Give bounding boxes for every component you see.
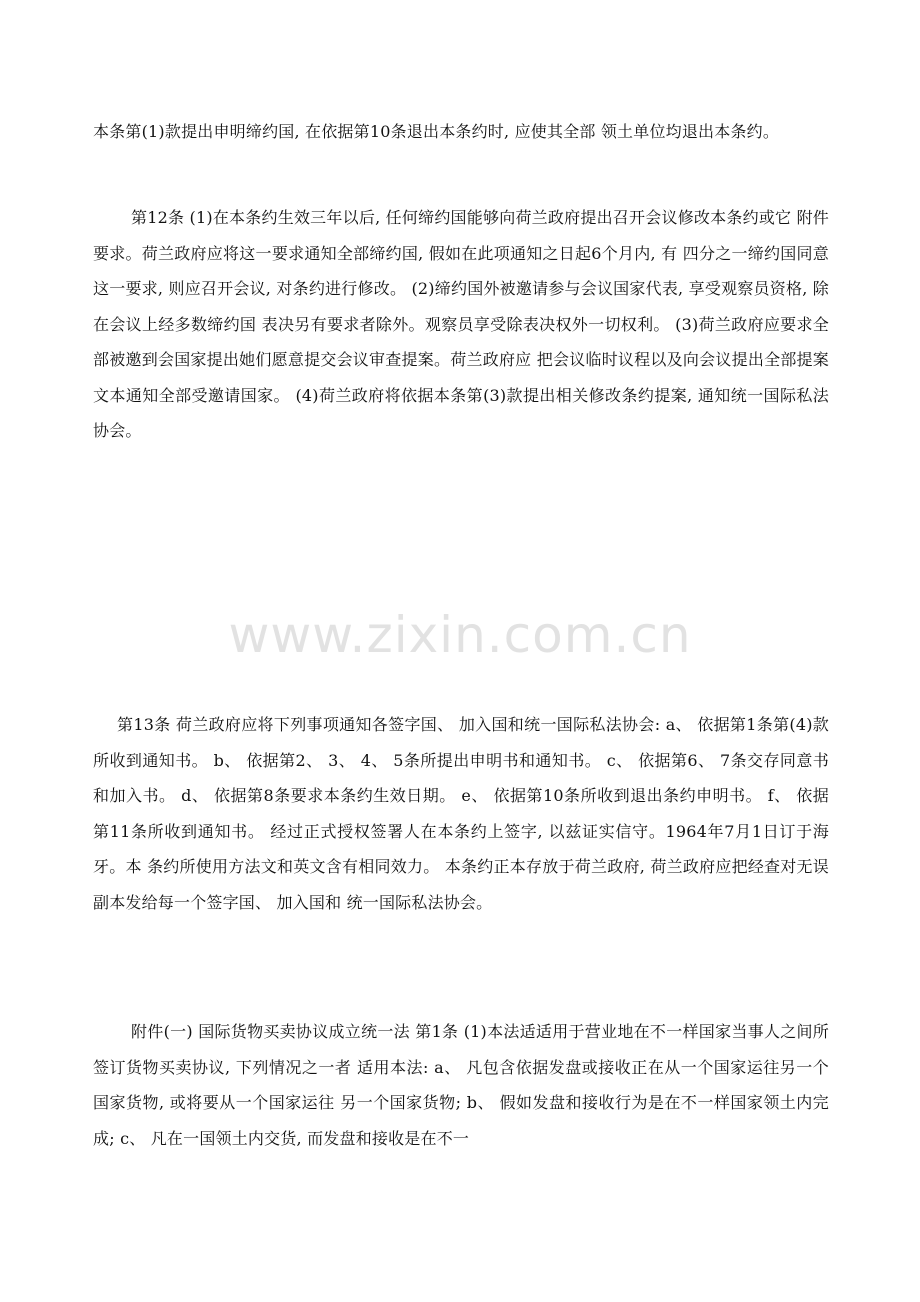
paragraph-article-12: 第12条 (1)在本条约生效三年以后, 任何缔约国能够向荷兰政府提出召开会议修改本条约或它 附件要求。荷兰政府应将这一要求通知全部缔约国, 假如在此项通知之日起6个月内, 有 四分之一缔约国同意这一要求, 则应召开会议, 对条约进行修改。 (2)缔约国外被邀请参与会议国家代表, 享受观察员资格, 除在会议上经多数缔约国 表决另有要求者除外。观察员享受除表决权外一切权利。 (3)荷兰政府应要求全部被邀到会国家提出她们愿意提交会议审查提案。荷兰政府应 把会议临时议程以及向会议提出全部提案文本通知全部受邀请国家。 (4)荷兰政府将依据本条第(3)款提出相关修改条约提案, 通知统一国际私法协会。	[93, 208, 829, 440]
watermark-text: www.zixin.com.cn	[228, 606, 692, 664]
paragraph-annex-1: 附件(一) 国际货物买卖协议成立统一法 第1条 (1)本法适适用于营业地在不一样国家当事人之间所签订货物买卖协议, 下列情况之一者 适用本法: a、 凡包含依据发盘或接收正在从一个国家运往另一个国家货物, 或将要从一个国家运往 另一个国家货物; b、 假如发盘和接收行为是在不一样国家领土内完成; c、 凡在一国领土内交货, 而发盘和接收是在不一	[93, 1022, 829, 1148]
paragraph-article-13: 第13条 荷兰政府应将下列事项通知各签字国、 加入国和统一国际私法协会: a、 依据第1条第(4)款所收到通知书。 b、 依据第2、 3、 4、 5条所提出申明书和通知书。 c、 依据第6、 7条交存同意书和加入书。 d、 依据第8条要求本条约生效日期。 e、 依据第10条所收到退出条约申明书。 f、 依据第11条所收到通知书。 经过正式授权签署人在本条约上签字, 以兹证实信守。1964年7月1日订于海牙。本 条约所使用方法文和英文含有相同效力。 本条约正本存放于荷兰政府, 荷兰政府应把经查对无误副本发给每一个签字国、 加入国和 统一国际私法协会。	[93, 715, 829, 912]
paragraph-article-11-end: 本条第(1)款提出申明缔约国, 在依据第10条退出本条约时, 应使其全部 领土单位均退出本条约。	[93, 122, 780, 141]
